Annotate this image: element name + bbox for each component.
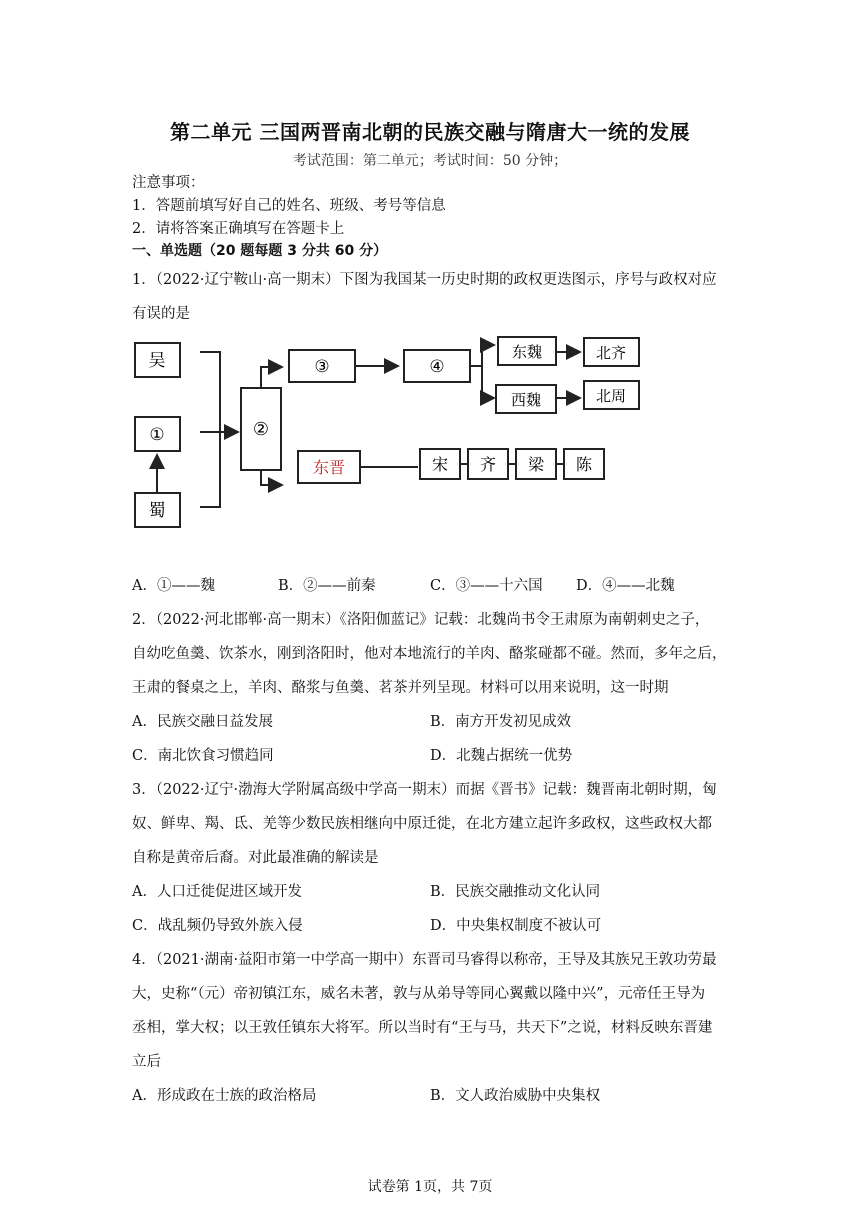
note-item: 1．答题前填写好自己的姓名、班级、考号等信息: [132, 198, 446, 214]
question-3-text: 3．（2022·辽宁·渤海大学附属高级中学高一期末）而据《晋书》记载：魏晋南北朝时期，匈: [132, 782, 717, 798]
label-4: ④: [429, 357, 445, 377]
question-4-text: 4．（2021·湖南·益阳市第一中学高一期中）东晋司马睿得以称帝，王导及其族兄王敦功劳最: [132, 952, 717, 968]
question-4-text: 立后: [132, 1054, 161, 1070]
question-2-text: 自幼吃鱼羹、饮茶水，刚到洛阳时，他对本地流行的羊肉、酪浆碰都不碰。然而，多年之后，: [132, 646, 727, 662]
q4-option-b[interactable]: B．文人政治威胁中央集权: [430, 1088, 601, 1104]
q1-option-a[interactable]: A．①——魏: [132, 578, 215, 594]
q2-option-a[interactable]: A．民族交融日益发展: [132, 714, 273, 730]
question-4-text: 丞相，掌大权；以王敦任镇东大将军。所以当时有“王与马，共天下”之说，材料反映东晋建: [132, 1020, 713, 1036]
q3-option-a[interactable]: A．人口迁徙促进区域开发: [132, 884, 302, 900]
label-dongjin: 东晋: [312, 458, 346, 477]
label-beizhou: 北周: [595, 387, 627, 405]
section-heading: 一、单选题（20 题每题 3 分共 60 分）: [132, 243, 388, 259]
notes-heading: 注意事项：: [132, 175, 205, 191]
q4-option-a[interactable]: A．形成政在士族的政治格局: [132, 1088, 317, 1104]
page-footer: 试卷第 1页，共 7页: [367, 1179, 493, 1195]
label-qi: 齐: [479, 455, 497, 474]
page-title: 第二单元 三国两晋南北朝的民族交融与隋唐大一统的发展: [170, 120, 690, 144]
question-1-text: 1．（2022·辽宁鞍山·高一期末）下图为我国某一历史时期的政权更迭图示，序号与政权对应: [132, 272, 717, 288]
question-2-text: 王肃的餐桌之上，羊肉、酪浆与鱼羹、茗茶并列呈现。材料可以用来说明，这一时期: [132, 680, 669, 696]
question-4-text: 大，史称“（元）帝初镇江东，威名未著，敦与从弟导等同心翼戴以隆中兴”，元帝任王导为: [132, 986, 706, 1002]
label-liang: 梁: [527, 455, 545, 474]
question-1-text: 有误的是: [132, 306, 190, 322]
label-3: ③: [314, 357, 330, 377]
regime-succession-diagram: [120, 325, 660, 535]
q1-option-d[interactable]: D．④——北魏: [576, 578, 675, 594]
label-wu: 吴: [148, 351, 166, 371]
question-3-text: 自称是黄帝后裔。对此最准确的解读是: [132, 850, 379, 866]
q3-option-b[interactable]: B．民族交融推动文化认同: [430, 884, 601, 900]
label-2: ②: [252, 419, 270, 440]
q2-option-b[interactable]: B．南方开发初见成效: [430, 714, 572, 730]
label-chen: 陈: [575, 455, 593, 474]
label-xiwei: 西魏: [510, 391, 542, 409]
note-item: 2．请将答案正确填写在答题卡上: [132, 221, 345, 237]
label-1: ①: [149, 425, 165, 445]
question-3-text: 奴、鲜卑、羯、氐、羌等少数民族相继向中原迁徙，在北方建立起许多政权，这些政权大都: [132, 816, 712, 832]
label-song: 宋: [431, 455, 449, 474]
q1-option-b[interactable]: B．②——前秦: [278, 578, 376, 594]
q2-option-c[interactable]: C．南北饮食习惯趋同: [132, 748, 274, 764]
q3-option-d[interactable]: D．中央集权制度不被认可: [430, 918, 602, 934]
q2-option-d[interactable]: D．北魏占据统一优势: [430, 748, 573, 764]
label-dongwei: 东魏: [511, 343, 543, 361]
question-2-text: 2．（2022·河北邯郸·高一期末）《洛阳伽蓝记》记载：北魏尚书令王肃原为南朝刺史之子，: [132, 612, 710, 628]
q1-option-c[interactable]: C．③——十六国: [430, 578, 543, 594]
q3-option-c[interactable]: C．战乱频仍导致外族入侵: [132, 918, 303, 934]
exam-info: 考试范围：第二单元；考试时间：50 分钟；: [292, 153, 568, 169]
label-beiqi: 北齐: [595, 344, 627, 362]
label-shu: 蜀: [148, 501, 166, 521]
